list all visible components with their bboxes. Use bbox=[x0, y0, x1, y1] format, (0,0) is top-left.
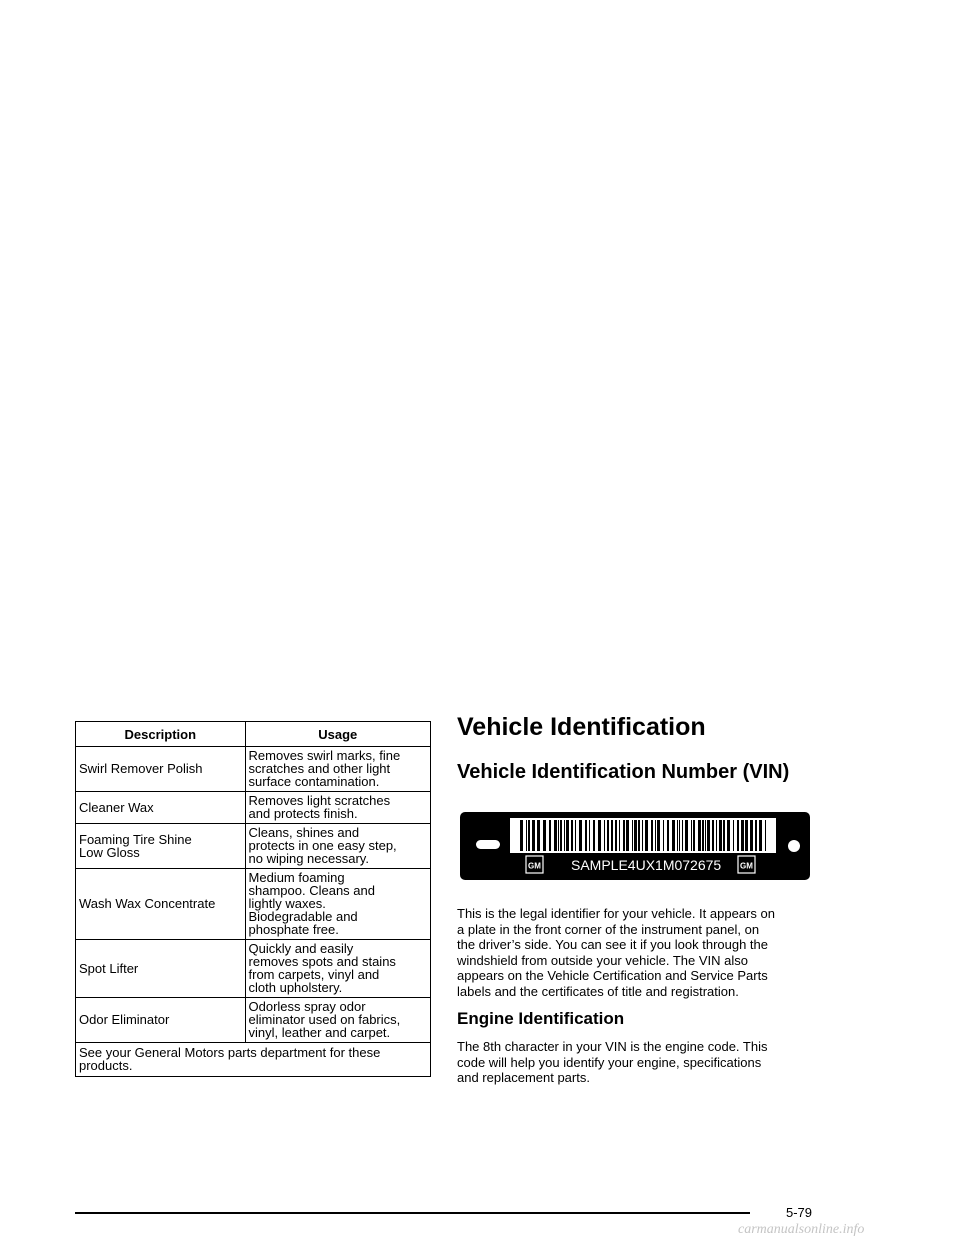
product-usage-line: removes spots and stains bbox=[248, 954, 396, 969]
product-description-line: Spot Lifter bbox=[79, 960, 139, 976]
product-usage bbox=[245, 869, 430, 940]
product-usage-line: Removes swirl marks, fine bbox=[248, 748, 401, 763]
vin-plate-slot bbox=[476, 840, 500, 849]
product-usage bbox=[245, 824, 430, 869]
barcode-bar bbox=[759, 820, 762, 851]
product-usage bbox=[245, 792, 430, 824]
barcode-bar bbox=[619, 820, 620, 851]
text-line: The 8th character in your VIN is the engine code. This bbox=[457, 1039, 768, 1054]
vin-plate-rivet-hole bbox=[788, 840, 800, 852]
product-usage-line: protects in one easy step, bbox=[248, 838, 397, 853]
svg-text:GM: GM bbox=[528, 861, 541, 871]
barcode-bar bbox=[723, 820, 725, 851]
product-usage-line: Removes light scratches bbox=[248, 793, 391, 808]
barcode-bar bbox=[579, 820, 582, 851]
barcode-bar bbox=[705, 820, 706, 851]
product-description bbox=[76, 869, 246, 940]
product-usage-line: scratches and other light bbox=[248, 761, 391, 776]
barcode-bar bbox=[526, 820, 527, 851]
barcode-bar bbox=[750, 820, 753, 851]
barcode-bar bbox=[719, 820, 722, 851]
table-row bbox=[76, 747, 431, 792]
product-usage-line: Quickly and easily bbox=[248, 941, 354, 956]
barcode-bar bbox=[520, 820, 523, 851]
barcode-bar bbox=[765, 820, 766, 851]
barcode-bar bbox=[554, 820, 557, 851]
barcode-bar bbox=[638, 820, 640, 851]
table-footnote-line: See your General Motors parts department for these bbox=[79, 1045, 381, 1060]
product-description-line: Wash Wax Concentrate bbox=[79, 896, 216, 911]
barcode-bar bbox=[727, 820, 730, 851]
product-usage-line: Odorless spray odor bbox=[248, 999, 366, 1014]
products-table bbox=[75, 721, 431, 1077]
product-usage-line: no wiping necessary. bbox=[248, 851, 369, 866]
text-line: code will help you identify your engine, specifications bbox=[457, 1054, 762, 1070]
product-usage-line: phosphate free. bbox=[248, 922, 339, 937]
barcode-bar bbox=[667, 820, 669, 851]
product-usage-line: from carpets, vinyl and bbox=[248, 967, 380, 982]
product-description bbox=[76, 824, 246, 869]
product-usage bbox=[245, 940, 430, 998]
barcode-bar bbox=[691, 820, 692, 851]
table-row bbox=[76, 824, 431, 869]
barcode-bar bbox=[702, 820, 704, 851]
header-usage: Usage bbox=[245, 722, 430, 747]
barcode-bar bbox=[693, 820, 695, 851]
product-description-line: Swirl Remover Polish bbox=[79, 761, 203, 776]
barcode-bar bbox=[604, 820, 605, 851]
barcode-bar bbox=[698, 820, 701, 851]
barcode-bar bbox=[537, 820, 540, 851]
barcode-bar bbox=[626, 820, 629, 851]
barcode-bar bbox=[571, 820, 573, 851]
table-footnote-line: products. bbox=[79, 1058, 133, 1073]
product-usage-line: surface contamination. bbox=[248, 774, 380, 789]
engine-identification-heading: Engine Identification bbox=[457, 1009, 625, 1028]
product-description-line: Foaming Tire Shine bbox=[79, 831, 192, 847]
vin-description bbox=[457, 906, 817, 999]
vin-barcode bbox=[520, 820, 766, 851]
barcode-bar bbox=[716, 820, 717, 851]
barcode-bar bbox=[634, 820, 637, 851]
table-footnote bbox=[76, 1043, 431, 1077]
barcode-bar bbox=[532, 820, 535, 851]
barcode-bar bbox=[712, 820, 714, 851]
barcode-bar bbox=[623, 820, 625, 851]
product-usage-line: cloth upholstery. bbox=[248, 980, 343, 995]
barcode-bar bbox=[655, 820, 656, 851]
table-body bbox=[76, 747, 431, 1077]
product-usage-line: shampoo. Cleans and bbox=[248, 883, 375, 898]
barcode-bar bbox=[589, 820, 590, 851]
product-description bbox=[76, 998, 246, 1043]
table-header-row bbox=[76, 722, 431, 747]
vin-sample-number: SAMPLE4UX1M072675 bbox=[571, 857, 722, 873]
product-description-line: Low Gloss bbox=[79, 844, 140, 860]
barcode-bar bbox=[598, 820, 601, 851]
barcode-bar bbox=[677, 820, 678, 851]
barcode-bar bbox=[663, 820, 664, 851]
table-row bbox=[76, 998, 431, 1043]
barcode-bar bbox=[558, 820, 559, 851]
section-title: Vehicle Identification bbox=[457, 713, 706, 741]
footer-rule bbox=[75, 1212, 750, 1214]
barcode-bar bbox=[737, 820, 739, 851]
header-description: Description bbox=[76, 722, 246, 747]
text-line: a plate in the front corner of the instrument panel, on bbox=[457, 921, 760, 937]
barcode-bar bbox=[755, 820, 757, 851]
barcode-bar bbox=[575, 820, 576, 851]
barcode-bar bbox=[528, 820, 530, 851]
watermark: carmanualsonline.info bbox=[738, 1222, 865, 1237]
barcode-bar bbox=[707, 820, 710, 851]
text-line: windshield from outside your vehicle. The VIN also bbox=[457, 952, 748, 968]
barcode-bar bbox=[611, 820, 613, 851]
barcode-bar bbox=[560, 820, 562, 851]
text-line: appears on the Vehicle Certification and Service Parts bbox=[457, 968, 768, 983]
page-number: 5-79 bbox=[786, 1205, 813, 1220]
svg-text:GM: GM bbox=[740, 861, 753, 871]
barcode-bar bbox=[672, 820, 675, 851]
barcode-bar bbox=[682, 820, 683, 851]
engine-description bbox=[457, 1039, 817, 1086]
barcode-bar bbox=[632, 820, 633, 851]
product-description bbox=[76, 792, 246, 824]
barcode-bar bbox=[651, 820, 653, 851]
barcode-bar bbox=[642, 820, 643, 851]
barcode-bar bbox=[679, 820, 680, 851]
barcode-bar bbox=[733, 820, 734, 851]
table-footnote-row bbox=[76, 1043, 431, 1077]
barcode-bar bbox=[566, 820, 569, 851]
product-usage-line: lightly waxes. bbox=[248, 896, 326, 911]
barcode-bar bbox=[585, 820, 587, 851]
barcode-bar bbox=[657, 820, 660, 851]
product-description bbox=[76, 940, 246, 998]
product-usage-line: Medium foaming bbox=[248, 870, 345, 885]
barcode-bar bbox=[645, 820, 648, 851]
product-usage-line: vinyl, leather and carpet. bbox=[248, 1025, 391, 1040]
text-line: labels and the certificates of title and registration. bbox=[457, 983, 739, 999]
barcode-bar bbox=[543, 820, 546, 851]
product-usage bbox=[245, 998, 430, 1043]
barcode-bar bbox=[549, 820, 551, 851]
text-line: and replacement parts. bbox=[457, 1070, 590, 1085]
table-row bbox=[76, 869, 431, 940]
product-usage-line: and protects finish. bbox=[248, 806, 358, 821]
barcode-bar bbox=[685, 820, 688, 851]
text-line: This is the legal identifier for your vehicle. It appears on bbox=[457, 906, 775, 921]
barcode-bar bbox=[593, 820, 595, 851]
product-usage-line: eliminator used on fabrics, bbox=[248, 1012, 401, 1027]
product-usage bbox=[245, 747, 430, 792]
product-description bbox=[76, 747, 246, 792]
product-usage-line: Cleans, shines and bbox=[248, 825, 360, 840]
table-row bbox=[76, 940, 431, 998]
barcode-bar bbox=[615, 820, 617, 851]
vin-plate-illustration bbox=[460, 812, 810, 880]
vin-section-title: Vehicle Identification Number (VIN) bbox=[457, 761, 790, 783]
barcode-bar bbox=[607, 820, 609, 851]
product-description-line: Cleaner Wax bbox=[79, 799, 154, 815]
product-description-line: Odor Eliminator bbox=[79, 1012, 170, 1027]
barcode-bar bbox=[564, 820, 565, 851]
product-usage-line: Biodegradable and bbox=[248, 909, 358, 924]
text-line: the driver’s side. You can see it if you look through the bbox=[457, 937, 768, 952]
barcode-bar bbox=[745, 820, 748, 851]
barcode-bar bbox=[741, 820, 744, 851]
table-row bbox=[76, 792, 431, 824]
